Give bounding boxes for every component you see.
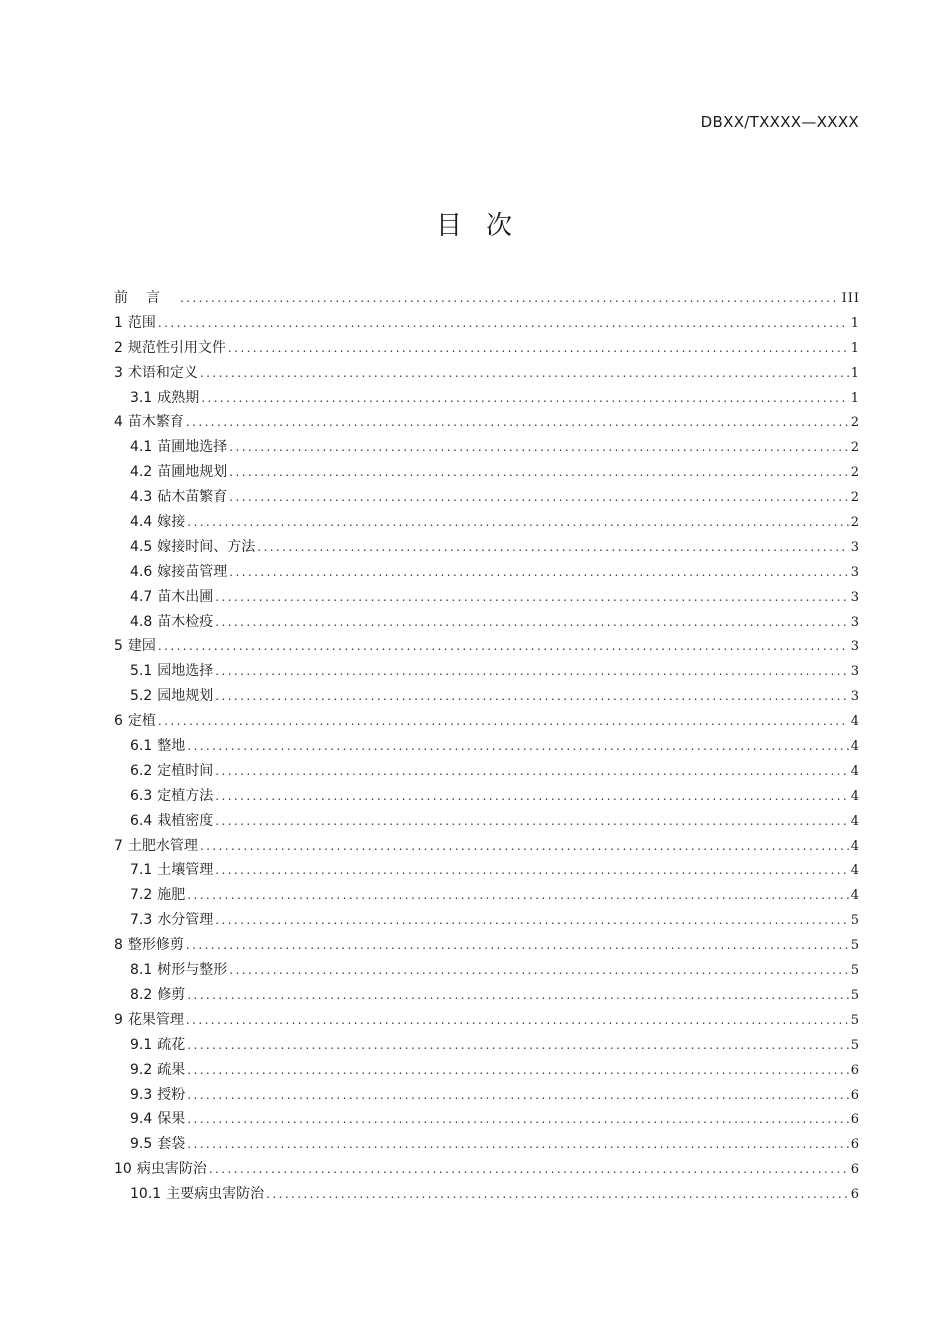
toc-entry-number: 4.5 [130, 538, 153, 555]
toc-entry-number: 9.5 [130, 1136, 153, 1153]
toc-entry-number: 8.2 [130, 986, 153, 1003]
toc-entry-page: 3 [850, 564, 860, 580]
toc-leader-dots [187, 1063, 848, 1077]
toc-leader-dots [187, 1137, 848, 1151]
toc-entry-label: 术语和定义 [127, 364, 198, 381]
toc-entry-page: 2 [850, 440, 860, 456]
toc-entry[interactable] [114, 611, 860, 636]
toc-entry-label: 苗圃地规划 [157, 464, 228, 481]
toc-entry-number: 2 [114, 339, 123, 356]
toc-entry-number: 9.4 [130, 1111, 153, 1128]
toc-entry-page: 6 [850, 1187, 860, 1203]
toc-entry-page: 2 [850, 490, 860, 506]
toc-entry-page: 3 [850, 589, 860, 605]
toc-leader-dots [187, 888, 848, 902]
toc-leader-dots [215, 590, 848, 604]
toc-entry-page: 3 [850, 664, 860, 680]
toc-entry-number: 4.7 [130, 588, 153, 605]
toc-entry[interactable] [114, 1183, 860, 1208]
toc-entry-number: 10 [114, 1161, 132, 1178]
toc-entry-number: 6.4 [130, 812, 153, 829]
toc-entry-number: 4.3 [130, 489, 153, 506]
toc-entry-number: 9 [114, 1011, 123, 1028]
toc-entry-label: 树形与整形 [157, 962, 228, 979]
toc-entry[interactable] [114, 1059, 860, 1084]
toc-title [0, 205, 950, 242]
toc-entry-label: 苗圃地选择 [157, 439, 228, 456]
document-code: DBXX/TXXXX—XXXX [700, 113, 859, 131]
toc-entry[interactable] [114, 486, 860, 511]
toc-entry-label: 修剪 [157, 986, 186, 1003]
toc-leader-dots [215, 764, 848, 778]
toc-leader-dots [229, 565, 848, 579]
toc-entry[interactable] [114, 461, 860, 486]
toc-entry[interactable] [114, 561, 860, 586]
toc-entry-number: 8 [114, 937, 123, 954]
toc-entry-label: 定植方法 [157, 787, 214, 804]
toc-entry-number: 9.1 [130, 1036, 153, 1053]
toc-leader-dots [215, 615, 848, 629]
toc-leader-dots [215, 814, 848, 828]
toc-entry-label: 苗木出圃 [157, 588, 214, 605]
toc-entry[interactable] [114, 1108, 860, 1133]
toc-entry-label: 保果 [157, 1111, 186, 1128]
toc-leader-dots [187, 988, 848, 1002]
toc-entry-page: 1 [850, 365, 860, 381]
toc-entry[interactable] [114, 337, 860, 362]
toc-entry-page: 1 [850, 340, 860, 356]
toc-entry[interactable] [114, 760, 860, 785]
toc-entry-label: 主要病虫害防治 [166, 1186, 265, 1203]
toc-entry-label: 疏果 [157, 1061, 186, 1078]
toc-title-part1: 目 [435, 211, 464, 241]
toc-leader-dots [186, 938, 849, 952]
toc-leader-dots [158, 639, 849, 653]
toc-entry[interactable] [114, 909, 860, 934]
toc-entry-label: 疏花 [157, 1036, 186, 1053]
toc-entry[interactable] [114, 710, 860, 735]
toc-leader-dots [187, 1088, 848, 1102]
toc-entry-label: 授粉 [157, 1086, 186, 1103]
toc-entry[interactable] [114, 586, 860, 611]
toc-entry-page: 5 [850, 1012, 860, 1028]
toc-leader-dots [187, 515, 848, 529]
toc-entry-page: 1 [850, 315, 860, 331]
toc-entry-page: 6 [850, 1062, 860, 1078]
toc-entry[interactable] [114, 287, 860, 312]
toc-entry-number: 6 [114, 713, 123, 730]
toc-entry-label: 建园 [127, 638, 156, 655]
toc-entry-page: 6 [850, 1137, 860, 1153]
toc-entry-page: 4 [850, 739, 860, 755]
toc-entry-number: 7.2 [130, 887, 153, 904]
toc-entry[interactable] [114, 411, 860, 436]
toc-entry-number: 7 [114, 837, 123, 854]
toc-entry-page: 2 [850, 465, 860, 481]
toc-entry-page: 5 [850, 963, 860, 979]
toc-entry-label: 整形修剪 [127, 937, 184, 954]
toc-entry[interactable] [114, 1158, 860, 1183]
toc-entry[interactable] [114, 984, 860, 1009]
toc-entry[interactable] [114, 1034, 860, 1059]
toc-entry[interactable] [114, 859, 860, 884]
toc-entry-number: 6.3 [130, 787, 153, 804]
toc-leader-dots [228, 341, 849, 355]
toc-entry-number: 4.1 [130, 439, 153, 456]
toc-entry-page: 5 [850, 987, 860, 1003]
toc-entry-number: 4.2 [130, 464, 153, 481]
toc-leader-dots [187, 739, 848, 753]
toc-leader-dots [257, 540, 848, 554]
toc-entry[interactable] [114, 436, 860, 461]
toc-entry[interactable] [114, 835, 860, 860]
toc-entry[interactable] [114, 1084, 860, 1109]
toc-entry-label: 嫁接 [157, 514, 186, 531]
toc-entry[interactable] [114, 660, 860, 685]
toc-entry-label: 定植时间 [157, 762, 214, 779]
toc-entry-page: 6 [850, 1087, 860, 1103]
toc-entry-label: 花果管理 [127, 1011, 184, 1028]
toc-leader-dots [158, 316, 849, 330]
toc-entry[interactable] [114, 1009, 860, 1034]
toc-leader-dots [187, 1038, 848, 1052]
toc-entry-page: 4 [850, 813, 860, 829]
toc-entry[interactable] [114, 362, 860, 387]
toc-entry-label: 范围 [127, 314, 156, 331]
toc-entry-page: 5 [850, 913, 860, 929]
toc-entry[interactable] [114, 934, 860, 959]
toc-entry-number: 10.1 [130, 1186, 162, 1203]
toc-entry[interactable] [114, 635, 860, 660]
toc-entry-number: 4 [114, 414, 123, 431]
toc-entry-page: 4 [850, 838, 860, 854]
toc-leader-dots [229, 440, 848, 454]
toc-entry-label: 砧木苗繁育 [157, 489, 228, 506]
toc-entry-number: 9.2 [130, 1061, 153, 1078]
toc-entry-number: 4.6 [130, 563, 153, 580]
toc-entry-number: 6.1 [130, 738, 153, 755]
toc-entry-label: 嫁接苗管理 [157, 563, 228, 580]
toc-entry-label: 栽植密度 [157, 812, 214, 829]
toc-leader-dots [229, 465, 848, 479]
toc-entry-page: 4 [850, 714, 860, 730]
toc-entry-label: 规范性引用文件 [127, 339, 226, 356]
toc-entry-page: 4 [850, 888, 860, 904]
toc-entry-page: 5 [850, 1037, 860, 1053]
toc-entry-label: 土壤管理 [157, 862, 214, 879]
toc-entry[interactable] [114, 1133, 860, 1158]
toc-entry[interactable] [114, 959, 860, 984]
toc-entry-label: 苗木检疫 [157, 613, 214, 630]
toc-entry-page: 5 [850, 938, 860, 954]
toc-entry-number: 4.4 [130, 514, 153, 531]
toc-list [114, 287, 860, 1208]
toc-entry-page: 3 [850, 689, 860, 705]
toc-leader-dots [186, 415, 849, 429]
toc-entry-label: 前言 [114, 290, 178, 306]
toc-entry-number: 3 [114, 364, 123, 381]
toc-entry-page: 3 [850, 539, 860, 555]
toc-entry-label: 施肥 [157, 887, 186, 904]
toc-entry[interactable] [114, 312, 860, 337]
toc-entry-page: 4 [850, 863, 860, 879]
toc-entry-number: 9.3 [130, 1086, 153, 1103]
toc-leader-dots [215, 913, 848, 927]
toc-entry-number: 5.1 [130, 663, 153, 680]
toc-entry-label: 定植 [127, 713, 156, 730]
toc-entry-label: 嫁接时间、方法 [157, 538, 256, 555]
toc-entry-number: 7.1 [130, 862, 153, 879]
toc-entry-page: III [841, 291, 860, 306]
toc-entry-number: 7.3 [130, 912, 153, 929]
toc-leader-dots [266, 1187, 849, 1201]
toc-entry-number: 4.8 [130, 613, 153, 630]
toc-entry-number: 5.2 [130, 688, 153, 705]
toc-entry[interactable] [114, 735, 860, 760]
toc-entry-number: 5 [114, 638, 123, 655]
toc-entry-label: 园地规划 [157, 688, 214, 705]
toc-leader-dots [215, 689, 848, 703]
toc-entry[interactable] [114, 810, 860, 835]
toc-entry[interactable] [114, 387, 860, 412]
toc-leader-dots [229, 963, 848, 977]
toc-entry-page: 2 [850, 515, 860, 531]
toc-entry-number: 8.1 [130, 962, 153, 979]
toc-leader-dots [186, 1013, 849, 1027]
toc-entry-page: 3 [850, 614, 860, 630]
toc-leader-dots [158, 714, 849, 728]
toc-entry[interactable] [114, 884, 860, 909]
toc-title-part2: 次 [486, 211, 515, 241]
toc-entry[interactable] [114, 511, 860, 536]
toc-entry-number: 3.1 [130, 389, 153, 406]
toc-leader-dots [200, 839, 849, 853]
toc-leader-dots [200, 366, 849, 380]
toc-entry-page: 4 [850, 763, 860, 779]
toc-entry-page: 6 [850, 1162, 860, 1178]
toc-entry-number: 1 [114, 314, 123, 331]
toc-entry-page: 4 [850, 788, 860, 804]
toc-entry-label: 园地选择 [157, 663, 214, 680]
toc-leader-dots [215, 664, 848, 678]
toc-entry-page: 1 [850, 390, 860, 406]
toc-entry-label: 苗木繁育 [127, 414, 184, 431]
toc-entry-label: 水分管理 [157, 912, 214, 929]
toc-leader-dots [215, 863, 848, 877]
toc-entry[interactable] [114, 785, 860, 810]
toc-entry-page: 3 [850, 639, 860, 655]
toc-leader-dots [215, 789, 848, 803]
toc-entry[interactable] [114, 685, 860, 710]
toc-entry-number: 6.2 [130, 762, 153, 779]
toc-leader-dots [209, 1162, 849, 1176]
toc-entry-label: 病虫害防治 [136, 1161, 207, 1178]
toc-leader-dots [187, 1112, 848, 1126]
toc-entry-label: 土肥水管理 [127, 837, 198, 854]
toc-entry-label: 整地 [157, 738, 186, 755]
toc-leader-dots [201, 391, 848, 405]
toc-entry-page: 2 [850, 415, 860, 431]
toc-entry-label: 成熟期 [157, 389, 200, 406]
toc-leader-dots [229, 490, 848, 504]
toc-leader-dots [180, 291, 840, 305]
toc-entry[interactable] [114, 536, 860, 561]
toc-entry-label: 套袋 [157, 1136, 186, 1153]
toc-entry-page: 6 [850, 1112, 860, 1128]
